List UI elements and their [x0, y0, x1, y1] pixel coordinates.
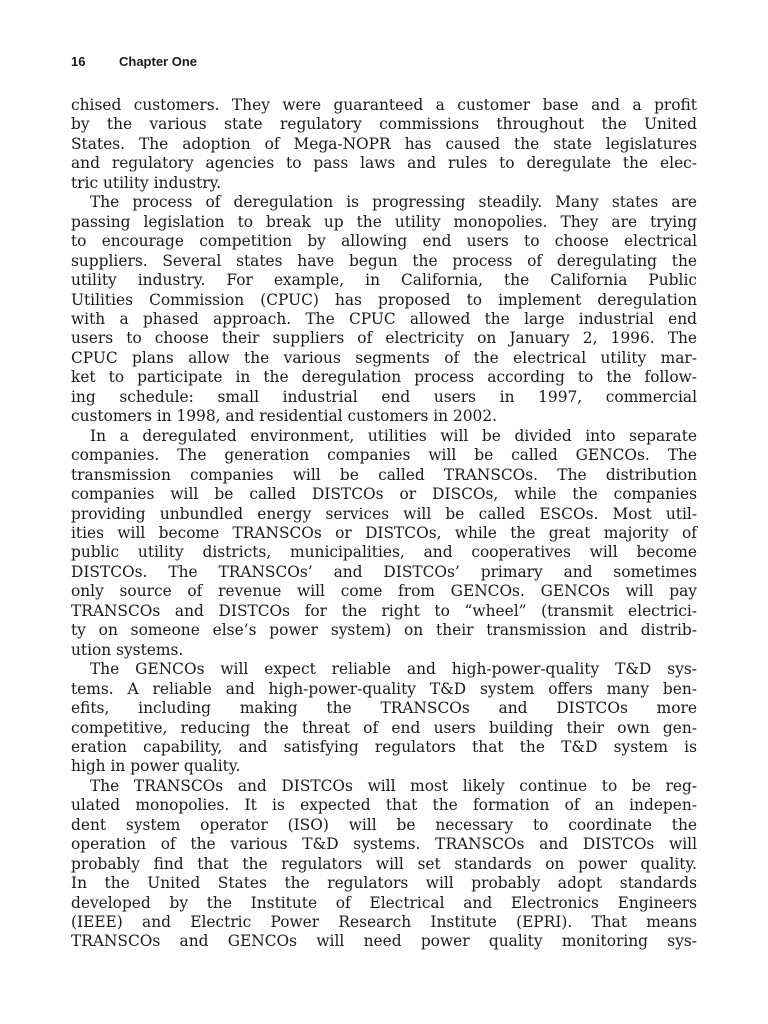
- text-line: customers in 1998, and residential customers in 2002.: [71, 407, 498, 426]
- text-line: TRANSCOs and DISTCOs for the right to “wheel” (transmit electrici-: [71, 601, 697, 620]
- text-line: ities will become TRANSCOs or DISTCOs, while the great majority of: [71, 523, 697, 542]
- text-line: companies will be called DISTCOs or DISCOs, while the companies: [71, 485, 697, 504]
- text-line: eration capability, and satisfying regulators that the T&D system is: [71, 737, 697, 756]
- text-line: high in power quality.: [71, 757, 241, 776]
- paragraph: [71, 427, 697, 660]
- text-line: Utilities Commission (CPUC) has proposed to implement deregulation: [71, 290, 697, 309]
- text-line: ing schedule: small industrial end users in 1997, commercial: [71, 387, 697, 406]
- text-line: to encourage competition by allowing end users to choose electrical: [71, 232, 697, 251]
- text-line: tems. A reliable and high-power-quality T&D system offers many ben-: [71, 679, 697, 698]
- text-line: tric utility industry.: [71, 173, 222, 192]
- text-line: chised customers. They were guaranteed a customer base and a profit: [71, 96, 697, 114]
- text-line: users to choose their suppliers of electricity on January 2, 1996. The: [71, 329, 697, 348]
- text-line: operation of the various T&D systems. TRANSCOs and DISTCOs will: [71, 835, 697, 854]
- text-line: and regulatory agencies to pass laws and rules to deregulate the elec-: [71, 154, 697, 173]
- text-line: with a phased approach. The CPUC allowed the large industrial end: [71, 309, 697, 328]
- body-text: [71, 96, 697, 952]
- text-line: by the various state regulatory commissions throughout the United: [71, 115, 697, 134]
- page-number: 16: [71, 54, 86, 69]
- text-line: ty on someone else’s power system) on their transmission and distrib-: [71, 621, 697, 640]
- text-line: efits, including making the TRANSCOs and DISTCOs more: [71, 699, 697, 718]
- text-line: TRANSCOs and GENCOs will need power quality monitoring sys-: [71, 932, 697, 951]
- text-line: passing legislation to break up the utility monopolies. They are trying: [71, 212, 697, 231]
- text-line: utility industry. For example, in California, the California Public: [71, 271, 697, 290]
- text-line: (IEEE) and Electric Power Research Institute (EPRI). That means: [71, 913, 697, 932]
- text-line: States. The adoption of Mega-NOPR has caused the state legislatures: [71, 134, 697, 153]
- text-line: competitive, reducing the threat of end users building their own gen-: [71, 718, 697, 737]
- text-line: transmission companies will be called TRANSCOs. The distribution: [71, 465, 697, 484]
- running-header: [71, 54, 197, 69]
- text-line: The GENCOs will expect reliable and high-power-quality T&D sys-: [90, 660, 697, 679]
- text-line: ution systems.: [71, 640, 184, 659]
- text-line: public utility districts, municipalities, and cooperatives will become: [71, 543, 697, 562]
- text-line: companies. The generation companies will be called GENCOs. The: [71, 446, 697, 465]
- paragraph: [71, 660, 697, 777]
- paragraph: [71, 777, 697, 952]
- text-line: developed by the Institute of Electrical and Electronics Engineers: [71, 893, 697, 912]
- text-line: only source of revenue will come from GENCOs. GENCOs will pay: [71, 582, 697, 601]
- text-line: The TRANSCOs and DISTCOs will most likely continue to be reg-: [90, 776, 697, 795]
- text-line: DISTCOs. The TRANSCOs’ and DISTCOs’ primary and sometimes: [71, 562, 697, 581]
- text-line: The process of deregulation is progressing steadily. Many states are: [90, 193, 697, 212]
- text-line: providing unbundled energy services will be called ESCOs. Most util-: [71, 504, 697, 523]
- text-line: In a deregulated environment, utilities will be divided into separate: [90, 426, 697, 445]
- text-line: ulated monopolies. It is expected that the formation of an indepen-: [71, 796, 697, 815]
- paragraph: [71, 96, 697, 193]
- chapter-title: Chapter One: [119, 54, 198, 69]
- text-line: CPUC plans allow the various segments of the electrical utility mar-: [71, 348, 697, 367]
- text-line: In the United States the regulators will probably adopt standards: [71, 874, 697, 893]
- text-line: ket to participate in the deregulation process according to the follow-: [71, 368, 697, 387]
- text-line: suppliers. Several states have begun the process of deregulating the: [71, 251, 697, 270]
- text-line: dent system operator (ISO) will be necessary to coordinate the: [71, 815, 697, 834]
- text-line: probably find that the regulators will set standards on power quality.: [71, 854, 697, 873]
- paragraph: [71, 193, 697, 426]
